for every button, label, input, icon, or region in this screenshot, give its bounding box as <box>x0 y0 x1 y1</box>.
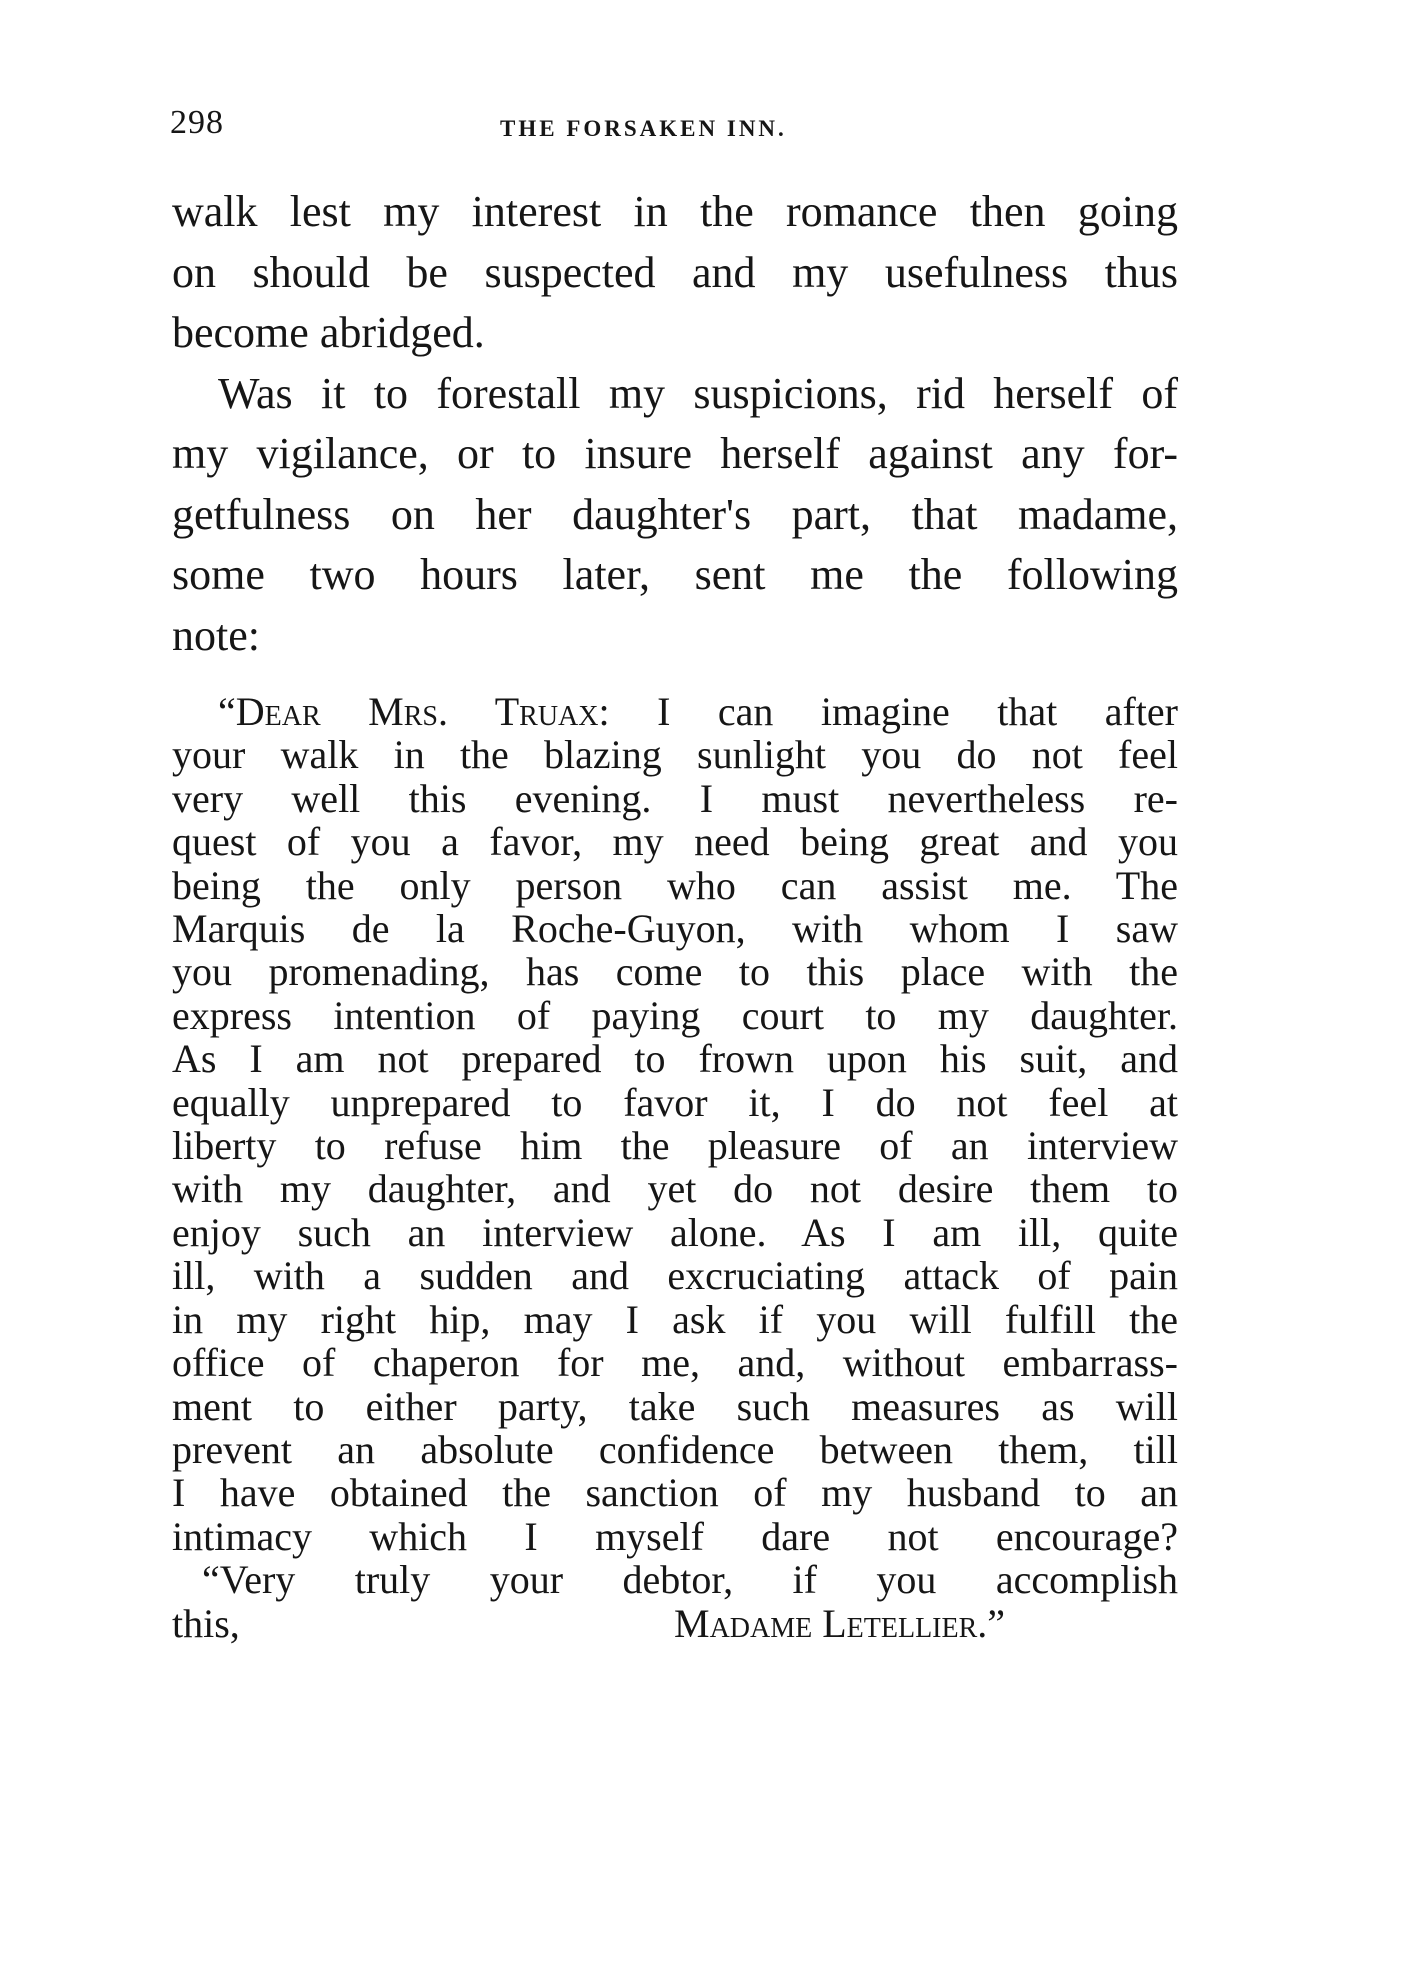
letter-line: with my daughter, and yet do not desire them to <box>172 1166 1178 1212</box>
signature-row <box>172 1602 1178 1645</box>
text-line: my vigilance, or to insure herself against any for- <box>172 429 1178 478</box>
letter-line: As I am not prepared to frown upon his suit, and <box>172 1036 1178 1082</box>
letter-line: office of chaperon for me, and, without embarrass- <box>172 1340 1178 1386</box>
page-header <box>170 104 1180 144</box>
letter-line: Marquis de la Roche-Guyon, with whom I saw <box>172 906 1178 952</box>
letter-line: enjoy such an interview alone. As I am ill, quite <box>172 1209 1178 1255</box>
text-line: on should be suspected and my usefulness thus <box>172 247 1178 297</box>
letter-closing-end: this, <box>172 1600 240 1646</box>
text-line: getfulness on her daughter's part, that madame, <box>172 489 1178 539</box>
letter-line: express intention of paying court to my daughter. <box>172 992 1178 1038</box>
text-line: walk lest my interest in the romance then going <box>172 187 1178 236</box>
page-number: 298 <box>170 104 224 141</box>
text-line: become abridged. <box>172 308 485 357</box>
text-line: note: <box>172 610 260 660</box>
letter-closing-line: “Very truly your debtor, if you accomplish <box>202 1557 1178 1603</box>
letter-line: ill, with a sudden and excruciating attack of pain <box>172 1253 1178 1299</box>
body-text <box>172 182 1178 666</box>
letter-line: prevent an absolute confidence between them, till <box>172 1426 1178 1472</box>
letter-line: equally unprepared to favor it, I do not feel at <box>172 1079 1178 1125</box>
letter-line: intimacy which I myself dare not encourage? <box>172 1513 1178 1559</box>
letter-line: very well this evening. I must nevertheless re- <box>172 775 1178 821</box>
quoted-letter <box>172 690 1178 1645</box>
text-line: Was it to forestall my suspicions, rid herself of <box>218 368 1178 418</box>
running-title: THE FORSAKEN INN. <box>500 116 787 141</box>
paragraph-2 <box>172 364 1178 667</box>
letter-line: liberty to refuse him the pleasure of an interview <box>172 1123 1178 1169</box>
letter-line: I have obtained the sanction of my husband to an <box>172 1470 1178 1516</box>
letter-first-line <box>172 690 1178 733</box>
opening-quote: “ <box>218 689 236 734</box>
letter-line: quest of you a favor, my need being great and you <box>172 819 1178 865</box>
letter-line: your walk in the blazing sunlight you do not feel <box>172 732 1178 778</box>
letter-line: being the only person who can assist me. The <box>172 862 1178 908</box>
letter-line: you promenading, has come to this place with the <box>172 949 1178 995</box>
letter-line: ment to either party, take such measures as will <box>172 1383 1178 1429</box>
letter-salutation: Dear Mrs. Truax: <box>235 689 610 734</box>
letter-line: in my right hip, may I ask if you will fulfill the <box>172 1296 1178 1342</box>
letter-signature: Madame Letellier.” <box>674 1600 1006 1646</box>
letter-first-line-rest: I can imagine that after <box>609 689 1178 734</box>
text-line: some two hours later, sent me the following <box>172 550 1178 599</box>
paragraph-1 <box>172 182 1178 364</box>
